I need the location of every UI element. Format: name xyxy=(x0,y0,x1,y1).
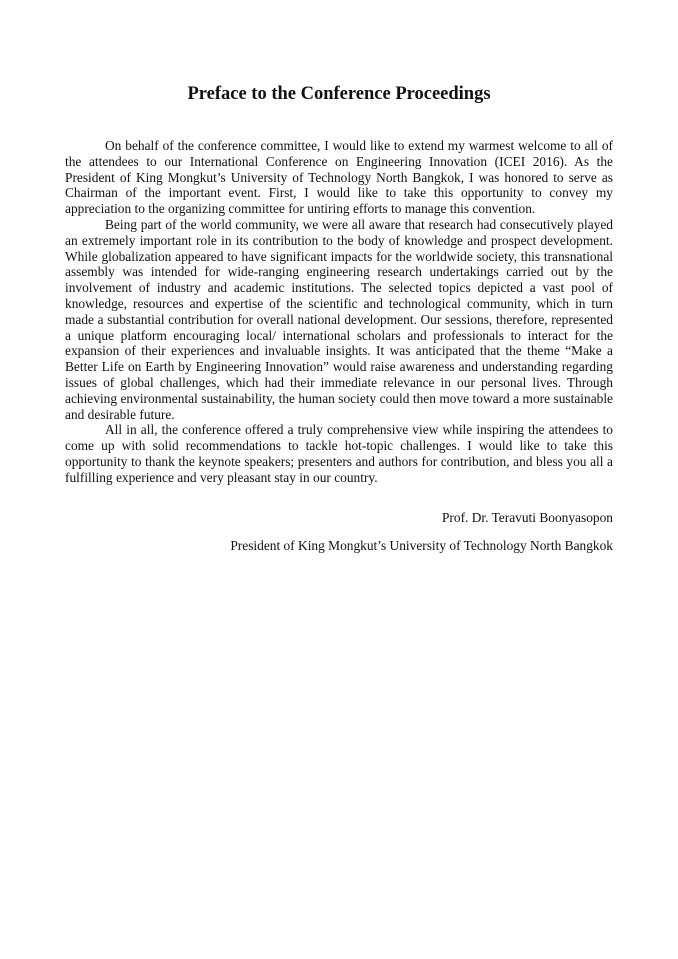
signature-position: President of King Mongkut’s University of Technology North Bangkok xyxy=(230,538,613,553)
paragraph-world-community: Being part of the world community, we were all aware that research had consecutively played an extremely important role in its contribution to the body of knowledge and prospect development. While globalization appeared to have significant impacts for the worldwide society, this transnational assembly was intended for wide-ranging engineering research undertakings carried out by the involvement of industry and academic institutions. The selected topics depicted a vast pool of knowledge, resources and expertise of the scientific and technological community, which in turn made a substantial contribution for overall national development. Our sessions, therefore, represented a unique platform encouraging local/ international scholars and professionals to interact for the expansion of their experiences and invaluable insights. It was anticipated that the theme “Make a Better Life on Earth by Engineering Innovation” would raise awareness and understanding regarding issues of global challenges, which had their immediate relevance in our personal lives. Through achieving environmental sustainability, the human society could then move toward a more sustainable and desirable future. xyxy=(65,216,613,422)
paragraph-closing: All in all, the conference offered a truly comprehensive view while inspiring the attendees to come up with solid recommendations to tackle hot-topic challenges. I would like to take this opportunity to thank the keynote speakers; presenters and authors for contribution, and bless you all a fulfilling experience and very pleasant stay in our country. xyxy=(65,422,613,485)
page-title: Preface to the Conference Proceedings xyxy=(187,84,491,104)
signature-name: Prof. Dr. Teravuti Boonyasopon xyxy=(441,510,613,525)
preface-body xyxy=(65,138,613,486)
paragraph-welcome: On behalf of the conference committee, I would like to extend my warmest welcome to all of the attendees to our International Conference on Engineering Innovation (ICEI 2016). As the President of King Mongkut’s University of Technology North Bangkok, I was honored to serve as Chairman of the important event. First, I would like to take this opportunity to convey my appreciation to the organizing committee for untiring efforts to manage this convention. xyxy=(65,138,613,217)
